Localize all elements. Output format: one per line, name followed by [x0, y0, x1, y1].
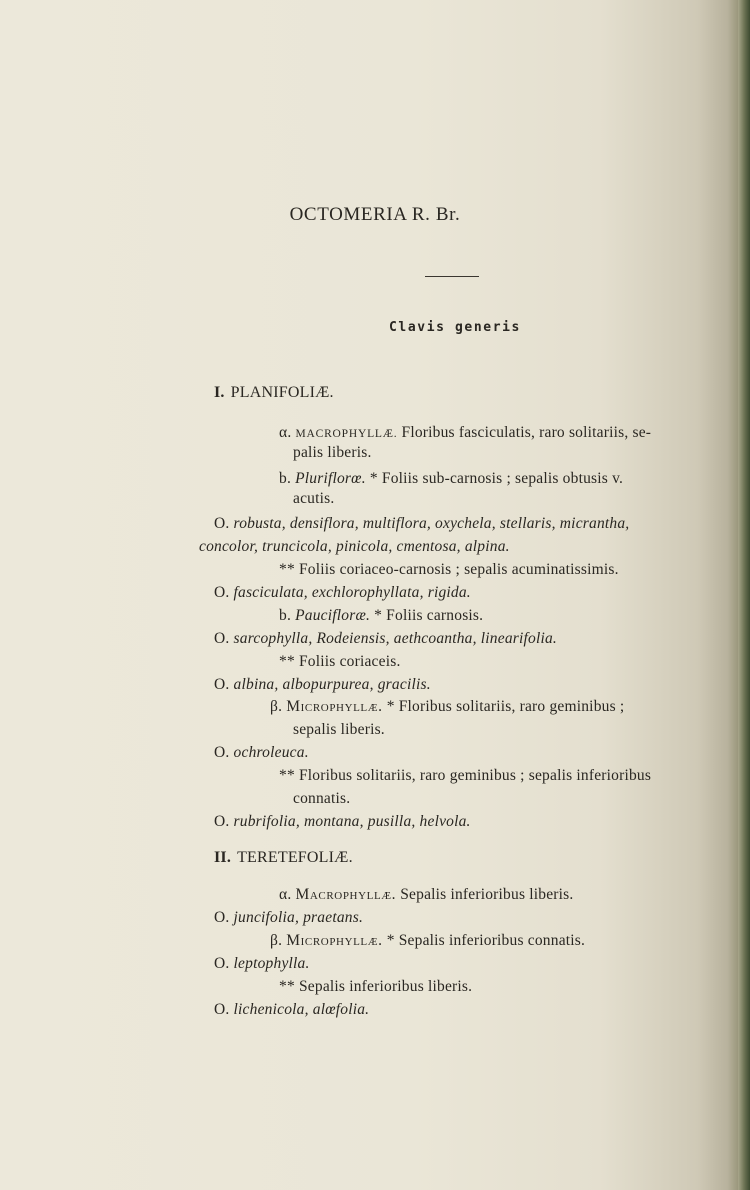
species-list: O. sarcophylla, Rodeiensis, aethcoantha, linearifolia.	[214, 630, 558, 647]
species-list: O. juncifolia, praetans.	[214, 909, 364, 926]
key-entry-continuation: acutis.	[293, 490, 335, 507]
species-list: O. ochroleuca.	[214, 744, 309, 761]
section-number: II.	[214, 849, 232, 866]
species-list: O. leptophylla.	[214, 955, 310, 972]
section-heading-planifoliae	[214, 384, 334, 402]
section-label: TERETEFOLIÆ.	[237, 849, 353, 866]
key-subtitle: Clavis generis	[389, 320, 521, 335]
key-entry-pauciflorae: b. Paucifloræ. * Foliis carnosis.	[279, 607, 484, 624]
species-list-continuation: concolor, truncicola, pinicola, cmentosa, alpina.	[199, 538, 510, 555]
key-entry-pluriflorae: b. Pluriflorœ. * Foliis sub-carnosis ; sepalis obtusis v.	[279, 470, 624, 487]
species-list: O. albina, albopurpurea, gracilis.	[214, 676, 431, 693]
species-list: O. rubrifolia, montana, pusilla, helvola.	[214, 813, 471, 830]
page-title: OCTOMERIA R. Br.	[289, 204, 461, 225]
key-entry-microphyllae: β. Microphyllæ. * Sepalis inferioribus connatis.	[270, 932, 586, 949]
species-list: O. lichenicola, alœfolia.	[214, 1001, 370, 1018]
key-entry-macrophyllae: α. Macrophyllæ. Sepalis inferioribus liberis.	[279, 886, 574, 903]
key-entry-solitariis: ** Floribus solitariis, raro geminibus ; sepalis inferioribus	[279, 767, 652, 784]
species-list: O. fasciculata, exchlorophyllata, rigida.	[214, 584, 471, 601]
section-label: PLANIFOLIÆ.	[230, 384, 334, 401]
key-entry-microphyllae: β. Microphyllæ. * Floribus solitariis, raro geminibus ;	[270, 698, 625, 715]
key-entry-continuation: palis liberis.	[293, 444, 372, 461]
key-entry-continuation: connatis.	[293, 790, 351, 807]
key-entry-coriaceo-carnosis: ** Foliis coriaceo-carnosis ; sepalis acuminatissimis.	[279, 561, 619, 578]
key-entry-macrophyllae: α. MACROPHYLLÆ. Floribus fasciculatis, raro solitariis, se-	[279, 424, 652, 441]
key-entry-continuation: sepalis liberis.	[293, 721, 385, 738]
species-list: O. robusta, densiflora, multiflora, oxychela, stellaris, micrantha,	[214, 515, 630, 532]
title-rule	[425, 276, 479, 277]
page-fold-edge	[738, 0, 750, 1190]
key-entry-liberis: ** Sepalis inferioribus liberis.	[279, 978, 473, 995]
key-entry-coriaceis: ** Foliis coriaceis.	[279, 653, 401, 670]
section-number: I.	[214, 384, 225, 401]
section-heading-teretefoliae	[214, 849, 353, 867]
